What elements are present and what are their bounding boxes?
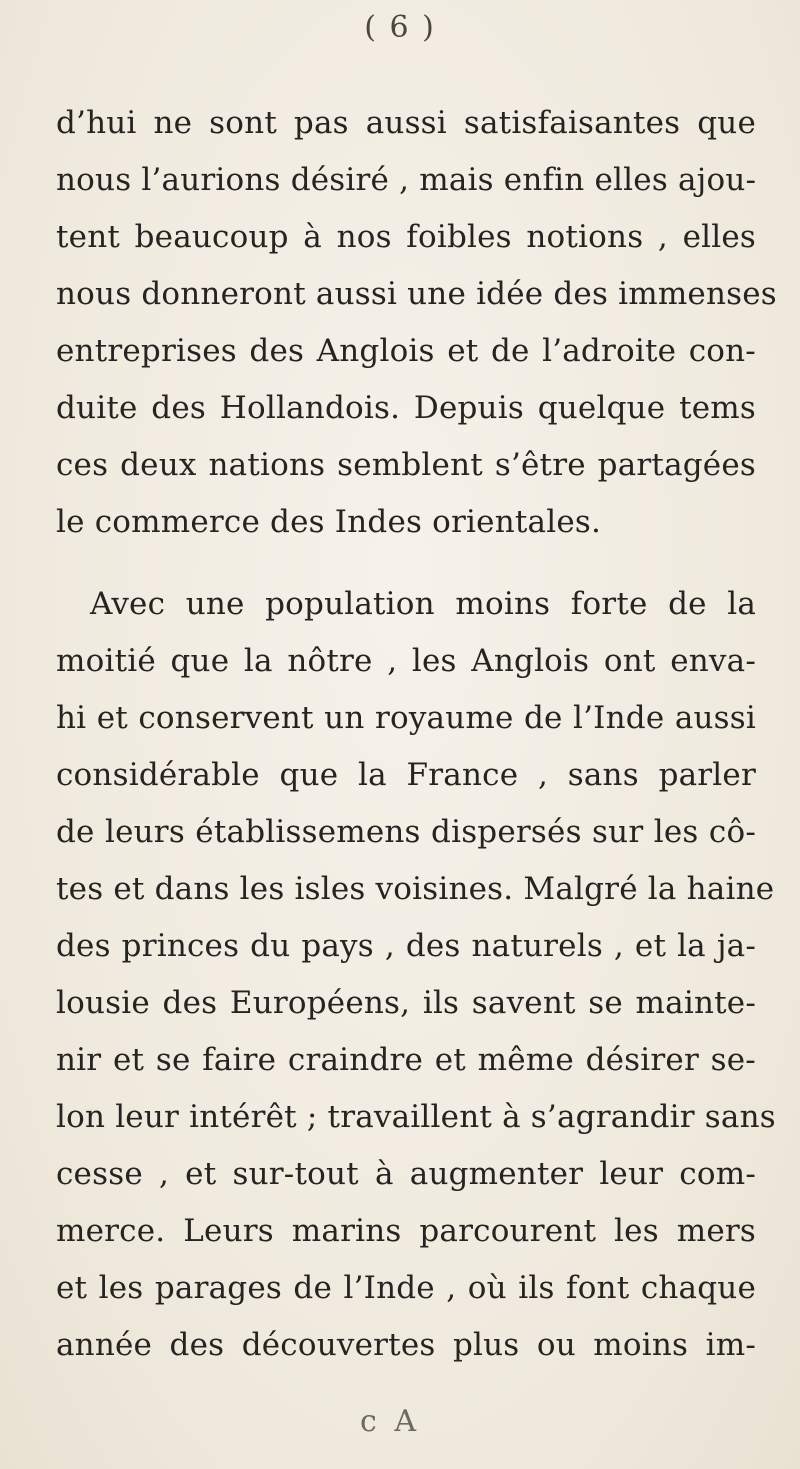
text-line: nir et se faire craindre et même désirer se-	[56, 1042, 756, 1078]
text-line: Avec une population moins forte de la	[90, 586, 756, 622]
text-line: le commerce des Indes orientales.	[56, 504, 602, 540]
paragraph-2	[56, 576, 776, 1374]
text-line: duite des Hollandois. Depuis quelque tems	[56, 390, 756, 426]
text-line: tent beaucoup à nos foibles notions , elles	[56, 219, 756, 255]
text-line: de leurs établissemens dispersés sur les cô-	[56, 814, 756, 850]
text-line: cesse , et sur-tout à augmenter leur com-	[56, 1156, 756, 1192]
text-line: nous l’aurions désiré , mais enfin elles ajou-	[56, 162, 757, 198]
text-line: tes et dans les isles voisines. Malgré la haine	[56, 871, 775, 907]
text-line: nous donneront aussi une idée des immenses	[56, 276, 777, 312]
paragraph-gap	[56, 551, 756, 576]
text-line: hi et conservent un royaume de l’Inde aussi	[56, 700, 756, 736]
body-text	[56, 95, 777, 1374]
text-line: et les parages de l’Inde , où ils font chaque	[56, 1270, 756, 1306]
text-line: lousie des Européens, ils savent se mainte-	[56, 985, 756, 1021]
text-line: année des découvertes plus ou moins im-	[56, 1327, 756, 1363]
text-line: entreprises des Anglois et de l’adroite con-	[56, 333, 756, 369]
page-number: ( 6 )	[364, 10, 436, 45]
text-line: considérable que la France , sans parler	[56, 757, 756, 793]
text-line: merce. Leurs marins parcourent les mers	[56, 1213, 756, 1249]
text-line: ces deux nations semblent s’être partagées	[56, 447, 756, 483]
signature-mark: c A	[360, 1404, 421, 1439]
text-line: lon leur intérêt ; travaillent à s’agrandir sans	[56, 1099, 776, 1135]
text-line: des princes du pays , des naturels , et la ja-	[56, 928, 756, 964]
text-line: moitié que la nôtre , les Anglois ont enva-	[56, 643, 756, 679]
text-line: d’hui ne sont pas aussi satisfaisantes que	[56, 105, 756, 141]
paragraph-1	[56, 95, 777, 551]
